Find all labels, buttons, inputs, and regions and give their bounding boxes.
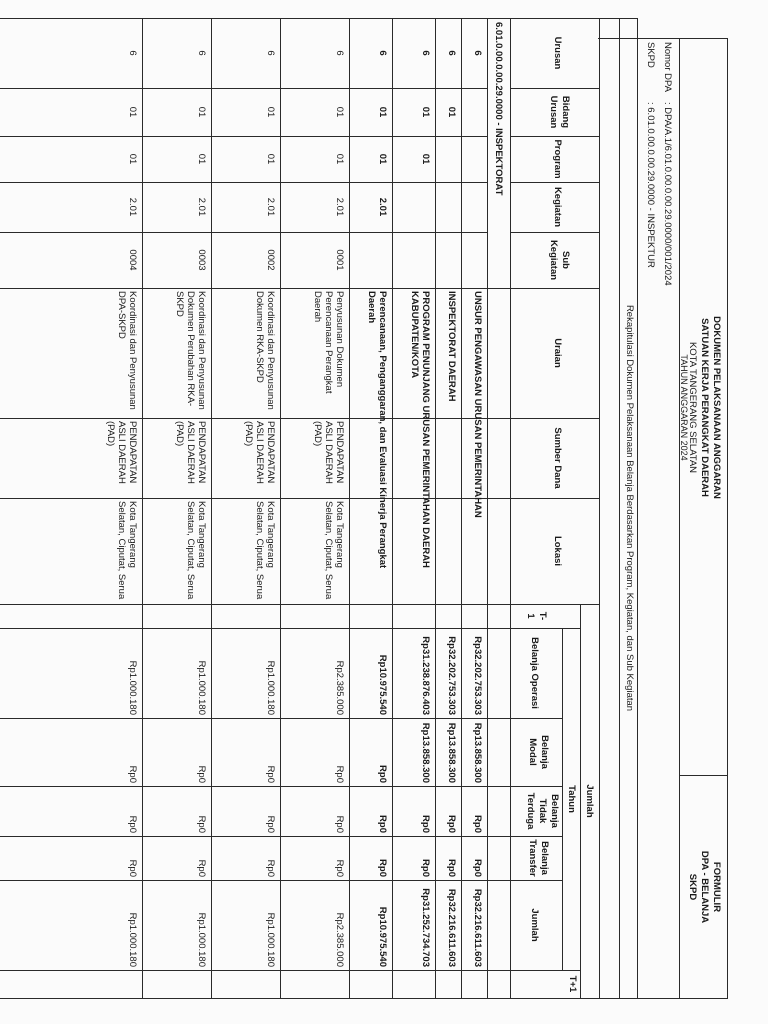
cell-operasi: Rp1.000.180 [265, 660, 276, 715]
cell-urusan: 6 [334, 50, 345, 56]
cell-operasi: Rp32.202.753.303 [446, 636, 457, 715]
cell-transfer: Rp0 [196, 859, 207, 877]
cell-lokasi: Kota Tangerang Selatan, Ciputat, Serua [254, 501, 276, 600]
page-right-border [0, 998, 728, 999]
cell-urusan: 6 [472, 50, 483, 56]
cell-jumlah: Rp32.216.611.603 [472, 888, 483, 967]
doc-title-line1: DOKUMEN PELAKSANAAN ANGGARAN [711, 316, 722, 499]
col-tahun-group: Tahun [566, 785, 577, 813]
cell-kegiatan: 2.01 [265, 197, 276, 217]
col-belanja-modal-line2: Modal [527, 738, 538, 766]
col-belanja-operasi: Belanja Operasi [529, 637, 540, 709]
cell-operasi: Rp1.000.180 [196, 660, 207, 715]
grid-v-transfer [0, 880, 563, 881]
nomor-dpa-label: Nomor DPA [662, 42, 673, 92]
cell-modal: Rp0 [127, 765, 138, 783]
cell-uraian: Penyusunan Dokumen Perencanaan Perangkat Daerah [312, 291, 345, 394]
grid-v-sumber [0, 498, 600, 499]
row-border [142, 18, 143, 998]
cell-kegiatan: 2.01 [377, 197, 388, 217]
cell-uraian: Koordinasi dan Penyusunan DPA-SKPD [116, 291, 138, 410]
col-t-minus-1-line1: T- [537, 611, 548, 621]
col-sumber-dana: Sumber Dana [552, 427, 563, 489]
cell-jumlah: Rp2.385.000 [334, 912, 345, 967]
cell-operasi: Rp32.202.753.303 [472, 636, 483, 715]
header-row2-border [580, 604, 581, 998]
recap-title: Rekapitulasi Dokumen Pelaksanaan Belanja Berdasarkan Program, Kegiatan, dan Sub Kegiatan [624, 304, 635, 712]
col-belanja-modal-line1: Belanja [539, 735, 550, 769]
cell-jumlah: Rp31.252.734.703 [420, 888, 431, 967]
row-border [461, 18, 462, 998]
cell-modal: Rp0 [377, 765, 388, 783]
cell-operasi: Rp31.238.876.403 [420, 636, 431, 715]
org-row: 6.01.0.00.0.00.29.0000 - INSPEKTORAT [493, 22, 504, 196]
cell-jumlah: Rp10.975.540 [377, 906, 388, 967]
cell-jumlah: Rp1.000.180 [196, 912, 207, 967]
col-bidang-line1: Bidang [560, 95, 571, 129]
table-left-border [0, 18, 638, 19]
row-border [211, 18, 212, 998]
cell-sub: 0001 [334, 249, 345, 271]
cell-modal: Rp13.858.300 [446, 722, 457, 783]
cell-btt: Rp0 [334, 815, 345, 833]
cell-sumber: PENDAPATAN ASLI DAERAH (PAD) [243, 421, 276, 484]
grid-v-jumlah [0, 970, 581, 971]
col-btt-line3: Terduga [525, 792, 536, 830]
row-border [435, 18, 436, 998]
cell-sub: 0004 [127, 249, 138, 271]
grid-v-lokasi [0, 604, 600, 605]
cell-program: 01 [377, 153, 388, 165]
cell-program: 01 [127, 153, 138, 165]
grid-v-modal [0, 786, 563, 787]
col-jumlah: Jumlah [529, 908, 540, 942]
col-t-plus-1: T+1 [567, 975, 578, 993]
col-program: Program [552, 139, 563, 179]
cell-btt: Rp0 [127, 815, 138, 833]
grid-v-tminus [0, 628, 581, 629]
cell-lokasi: Kota Tangerang Selatan, Ciputat, Serua [185, 501, 207, 600]
cell-urusan: 6 [446, 50, 457, 56]
cell-btt: Rp0 [420, 815, 431, 833]
cell-sumber: PENDAPATAN ASLI DAERAH (PAD) [174, 421, 207, 484]
cell-kegiatan: 2.01 [127, 197, 138, 217]
cell-transfer: Rp0 [377, 859, 388, 877]
row-border [392, 18, 393, 998]
cell-sumber: PENDAPATAN ASLI DAERAH (PAD) [312, 421, 345, 484]
cell-bidang: 01 [420, 106, 431, 118]
grid-v-sub [0, 288, 600, 289]
grid-v-program-head [511, 182, 600, 183]
cell-bidang: 01 [446, 106, 457, 118]
cell-urusan: 6 [265, 50, 276, 56]
cell-operasi: Rp2.385.000 [334, 660, 345, 715]
cell-operasi: Rp1.000.180 [127, 660, 138, 715]
recap-bottom-border [619, 18, 620, 998]
skpd-value: : 6.01.0.00.0.00.29.0000 - INSPEKTUR [645, 102, 656, 268]
form-label: FORMULIR [711, 861, 722, 913]
cell-transfer: Rp0 [446, 859, 457, 877]
cell-kegiatan: 2.01 [334, 197, 345, 217]
nomor-dpa-value: : DPA/A.1/6.01.0.00.0.00.29.0000/001/2024 [662, 102, 673, 286]
cell-bidang: 01 [377, 106, 388, 118]
cell-sub: 0002 [265, 249, 276, 271]
cell-program: 01 [265, 153, 276, 165]
row-border [280, 18, 281, 998]
cell-transfer: Rp0 [127, 859, 138, 877]
cell-urusan: 6 [420, 50, 431, 56]
cell-program: 01 [196, 153, 207, 165]
cell-urusan: 6 [377, 50, 388, 56]
header-row3-border [562, 628, 563, 970]
grid-v-bidang-head [511, 136, 600, 137]
col-bidang-line2: Urusan [548, 95, 559, 129]
doc-year: TAHUN ANGGARAN 2024 [679, 354, 689, 461]
cell-transfer: Rp0 [472, 859, 483, 877]
cell-btt: Rp0 [446, 815, 457, 833]
col-jumlah-group: Jumlah [584, 784, 595, 818]
cell-transfer: Rp0 [334, 859, 345, 877]
cell-transfer: Rp0 [265, 859, 276, 877]
cell-bidang: 01 [334, 106, 345, 118]
grid-v-urusan-head [511, 88, 600, 89]
col-transfer-line1: Belanja [539, 841, 550, 875]
cell-bidang: 01 [265, 106, 276, 118]
col-sub-line2: Kegiatan [548, 239, 559, 281]
grid-v-urusan [0, 88, 488, 89]
cell-uraian: PROGRAM PENUNJANG URUSAN PEMERINTAHAN DAERAH KABUPATEN/KOTA [409, 291, 431, 568]
cell-jumlah: Rp1.000.180 [265, 912, 276, 967]
col-uraian: Uraian [552, 338, 563, 368]
cell-lokasi: Kota Tangerang Selatan, Ciputat, Serua [323, 501, 345, 600]
skpd-label: SKPD [645, 42, 656, 68]
col-btt-line1: Belanja [549, 794, 560, 828]
header-top-border [727, 38, 728, 998]
cell-urusan: 6 [196, 50, 207, 56]
form-name-line2: SKPD [687, 873, 698, 901]
cell-urusan: 6 [127, 50, 138, 56]
cell-modal: Rp0 [334, 765, 345, 783]
cell-jumlah: Rp1.000.180 [127, 912, 138, 967]
header-row1-border [599, 18, 600, 998]
row-border [349, 18, 350, 998]
org-row-border [487, 18, 488, 998]
col-transfer-line2: Transfer [527, 839, 538, 877]
cell-uraian: Perencanaan, Penganggaran, dan Evaluasi Kinerja Perangkat Daerah [366, 291, 388, 569]
grid-v-kegiatan-head [511, 232, 600, 233]
cell-btt: Rp0 [265, 815, 276, 833]
grid-v-uraian [0, 418, 600, 419]
cell-modal: Rp0 [196, 765, 207, 783]
col-urusan: Urusan [552, 36, 563, 70]
doc-city: KOTA TANGERANG SELATAN [687, 341, 698, 474]
col-sub-line1: Sub [560, 251, 571, 269]
grid-v-operasi [0, 718, 563, 719]
grid-v-kegiatan [0, 232, 488, 233]
cell-sub: 0003 [196, 249, 207, 271]
header-left-border [598, 38, 728, 39]
cell-bidang: 01 [196, 106, 207, 118]
cell-uraian: INSPEKTORAT DAERAH [446, 291, 457, 402]
cell-sumber: PENDAPATAN ASLI DAERAH (PAD) [105, 421, 138, 484]
cell-btt: Rp0 [196, 815, 207, 833]
col-t-minus-1-line2: 1 [525, 613, 536, 619]
cell-operasi: Rp10.975.540 [377, 654, 388, 715]
cell-uraian: Koordinasi dan Penyusunan Dokumen RKA-SKPD [254, 291, 276, 410]
grid-v-bidang [0, 136, 488, 137]
cell-modal: Rp0 [265, 765, 276, 783]
cell-kegiatan: 2.01 [196, 197, 207, 217]
table-top-border [637, 18, 638, 998]
cell-btt: Rp0 [472, 815, 483, 833]
grid-v-btt [0, 836, 563, 837]
header-bottom-line [510, 18, 511, 998]
cell-modal: Rp13.858.300 [420, 722, 431, 783]
cell-bidang: 01 [127, 106, 138, 118]
cell-jumlah: Rp32.216.611.603 [446, 888, 457, 967]
doc-title-line2: SATUAN KERJA PERANGKAT DAERAH [699, 318, 710, 497]
cell-uraian: UNSUR PENGAWASAN URUSAN PEMERINTAHAN [472, 291, 483, 518]
cell-program: 01 [334, 153, 345, 165]
cell-modal: Rp13.858.300 [472, 722, 483, 783]
grid-v-program [0, 182, 488, 183]
cell-uraian: Koordinasi dan Penyusunan Dokumen Perubahan RKA-SKPD [174, 291, 207, 410]
cell-lokasi: Kota Tangerang Selatan, Ciputat, Serua [116, 501, 138, 600]
form-name-line1: DPA - BELANJA [699, 850, 710, 924]
cell-transfer: Rp0 [420, 859, 431, 877]
col-kegiatan: Kegiatan [552, 186, 563, 228]
col-btt-line2: Tidak [537, 798, 548, 824]
cell-program: 01 [420, 153, 431, 165]
col-lokasi: Lokasi [552, 535, 563, 567]
cell-btt: Rp0 [377, 815, 388, 833]
